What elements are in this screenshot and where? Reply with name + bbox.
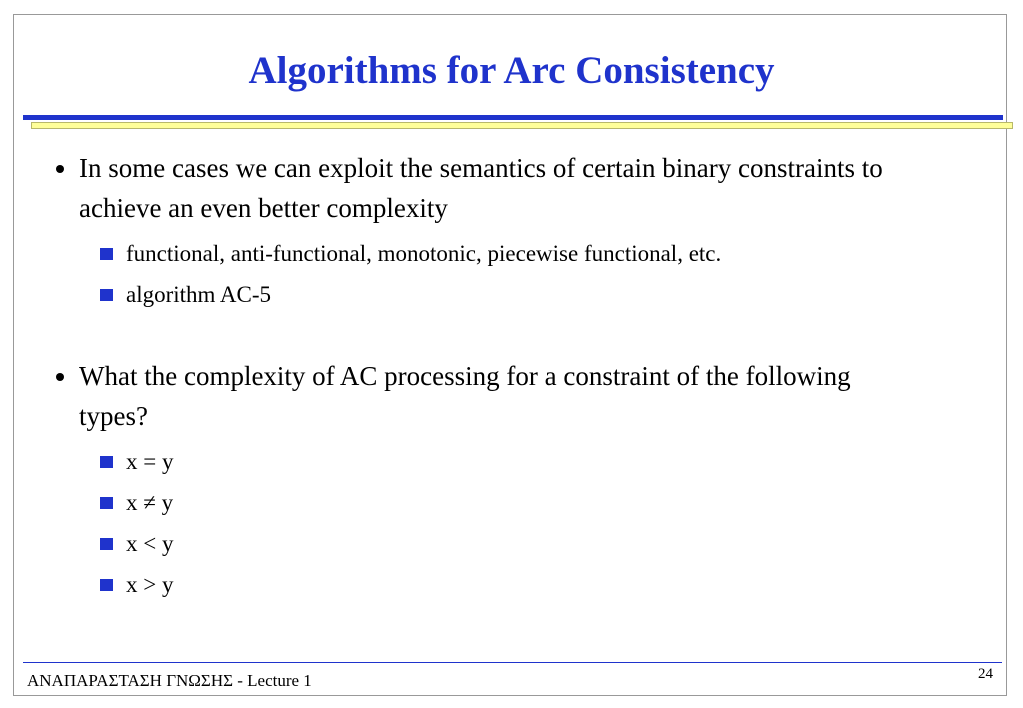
sub-bullet-2-2	[56, 482, 916, 523]
sub-bullet-2-3	[56, 523, 916, 564]
sub-bullet-text-2-2: x ≠ y	[126, 490, 174, 515]
footer-course-label: ΑΝΑΠΑΡΑΣΤΑΣΗ ΓΝΩΣΗΣ - Lecture 1	[27, 671, 312, 690]
sub-bullet-2-4	[56, 564, 916, 605]
title-underline-blue	[23, 115, 1003, 120]
sub-bullet-1-1	[56, 233, 916, 274]
sub-bullet-text-1-1: functional, anti-functional, monotonic, piecewise functional, etc.	[126, 241, 722, 266]
square-bullet-icon	[100, 289, 113, 301]
bullet-text-1: In some cases we can exploit the semantics of certain binary constraints to achieve an even better complexity	[79, 153, 883, 223]
sub-bullet-1-2	[56, 274, 916, 315]
bullet-item-2	[56, 356, 916, 436]
square-bullet-icon	[100, 497, 113, 509]
page-number: 24	[978, 666, 993, 682]
square-bullet-icon	[100, 456, 113, 468]
bullet-dot-icon	[56, 165, 64, 173]
square-bullet-icon	[100, 248, 113, 260]
sub-bullet-text-2-1: x = y	[126, 449, 174, 474]
sub-bullet-2-1	[56, 441, 916, 482]
sub-bullet-text-2-3: x < y	[126, 531, 174, 556]
bullet-group-2	[56, 356, 916, 605]
sub-bullet-text-2-4: x > y	[126, 572, 174, 597]
bullet-item-1	[56, 148, 916, 228]
square-bullet-icon	[100, 538, 113, 550]
bullet-dot-icon	[56, 373, 64, 381]
bullet-group-1	[56, 148, 916, 315]
square-bullet-icon	[100, 579, 113, 591]
footer-rule	[23, 662, 1002, 663]
bullet-text-2: What the complexity of AC processing for a constraint of the following types?	[79, 361, 851, 431]
sub-bullet-text-1-2: algorithm AC-5	[126, 282, 272, 307]
title-underline-yellow	[31, 122, 1013, 129]
slide-title: Algorithms for Arc Consistency	[248, 49, 775, 92]
